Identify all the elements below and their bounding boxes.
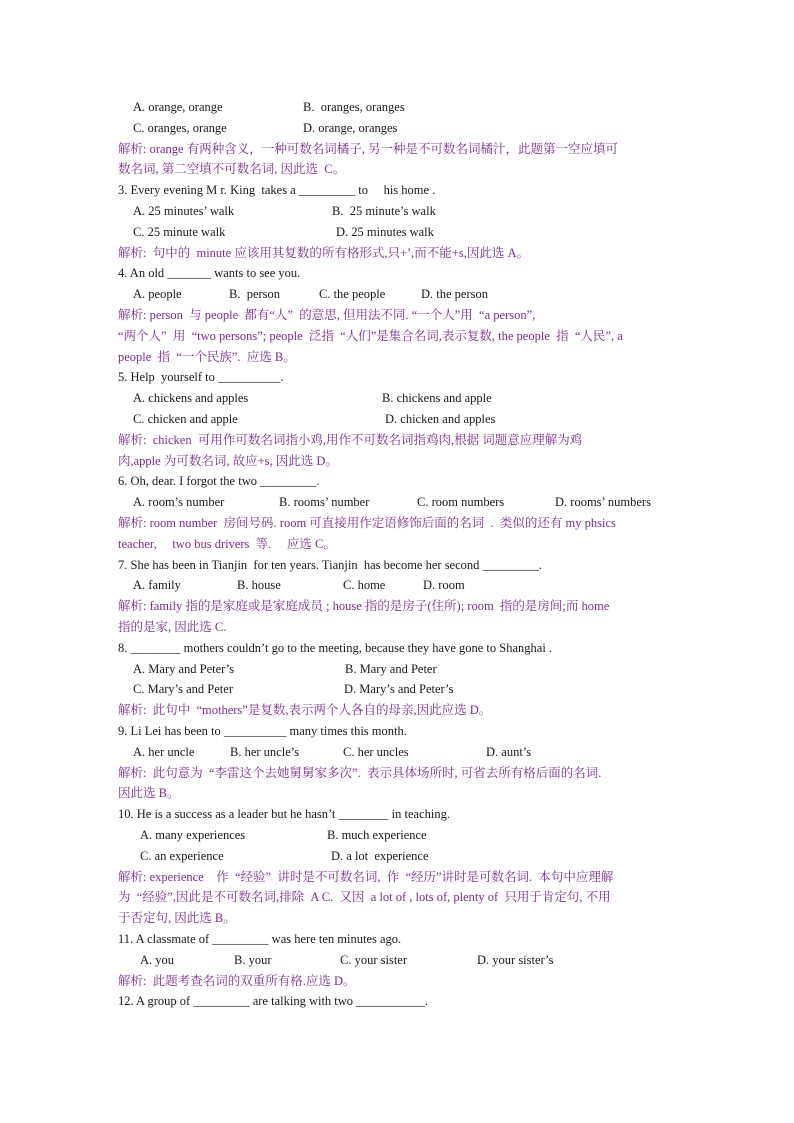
- answer-option: D. rooms’ numbers: [555, 495, 651, 510]
- options-row: [133, 222, 698, 243]
- answer-option: D. a lot experience: [331, 848, 429, 863]
- answer-option: C. the people: [319, 287, 386, 302]
- options-row: [133, 742, 698, 763]
- answer-option: D. 25 minutes walk: [336, 224, 434, 239]
- analysis-line: 解析: 此句意为 “李雷这个去她舅舅家多次”. 表示具体场所时, 可省去所有格后面的名词.: [118, 765, 602, 780]
- analysis-line: 解析: 此题考查名词的双重所有格.应选 D。: [118, 973, 356, 988]
- analysis-line: 肉,apple 为可数名词, 故应+s, 因此选 D。: [118, 453, 338, 468]
- question-line: 6. Oh, dear. I forgot the two _________.: [118, 474, 320, 489]
- analysis-line: 解析: 此句中 “mothers”是复数,表示两个人各自的母亲,因此应选 D。: [118, 703, 492, 718]
- analysis-line: teacher, two bus drivers 等. 应选 C。: [118, 536, 336, 551]
- question-line: 4. An old _______ wants to see you.: [118, 266, 301, 281]
- question-line: 12. A group of _________ are talking with two ___________.: [118, 994, 429, 1009]
- question-line: 10. He is a success as a leader but he hasn’t ________ in teaching.: [118, 807, 450, 822]
- answer-option: D. orange, oranges: [303, 120, 398, 135]
- answer-option: B. 25 minute’s walk: [332, 204, 436, 218]
- options-row: [140, 950, 705, 971]
- options-row: [133, 284, 698, 305]
- question-line: 7. She has been in Tianjin for ten years. Tianjin has become her second _________.: [118, 557, 542, 572]
- question-line: 9. Li Lei has been to __________ many times this month.: [118, 724, 407, 738]
- answer-option: C. chicken and apple: [133, 412, 238, 426]
- analysis-line: 解析: experience 作 “经验” 讲时是不可数名词, 作 “经历”讲时是可数名词. 本句中应理解: [118, 869, 614, 884]
- answer-option: B. chickens and apple: [382, 391, 492, 406]
- answer-option: D. Mary’s and Peter’s: [344, 682, 454, 697]
- options-row: [133, 97, 698, 118]
- answer-option: A. people: [133, 287, 182, 302]
- analysis-line: 因此选 B。: [118, 786, 180, 801]
- question-line: 3. Every evening M r. King takes a _________ to his home .: [118, 183, 436, 198]
- answer-option: C. her uncles: [343, 744, 409, 759]
- question-line: 8. ________ mothers couldn’t go to the meeting, because they have gone to Shanghai .: [118, 640, 553, 655]
- answer-option: B. your: [234, 952, 272, 967]
- answer-option: D. chicken and apples: [385, 412, 496, 426]
- answer-option: A. her uncle: [133, 744, 195, 759]
- answer-option: B. oranges, oranges: [303, 100, 405, 114]
- options-row: [133, 409, 698, 430]
- answer-option: A. orange, orange: [133, 100, 223, 114]
- question-line: 5. Help yourself to __________.: [118, 370, 284, 385]
- answer-option: B. her uncle’s: [230, 744, 300, 759]
- analysis-line: 解析: 句中的 minute 应该用其复数的所有格形式,只+’,而不能+s,因此选 A。: [118, 245, 529, 260]
- analysis-line: 解析: family 指的是家庭或是家庭成员 ; house 指的是房子(住所); room 指的是房间;而 home: [118, 599, 610, 614]
- answer-option: C. Mary’s and Peter: [133, 682, 233, 697]
- options-row: [133, 388, 698, 409]
- analysis-line: 解析: chicken 可用作可数名词指小鸡,用作不可数名词指鸡肉,根据 词题意应理解为鸡: [118, 432, 583, 447]
- answer-option: B. much experience: [327, 828, 427, 842]
- answer-option: B. person: [229, 287, 281, 302]
- answer-option: C. an experience: [140, 848, 224, 863]
- answer-option: C. oranges, orange: [133, 120, 227, 135]
- answer-option: D. the person: [421, 287, 488, 302]
- answer-option: A. Mary and Peter’s: [133, 661, 235, 676]
- answer-option: A. family: [133, 578, 181, 593]
- options-row: [133, 492, 698, 513]
- analysis-line: 于否定句, 因此选 B。: [118, 911, 236, 926]
- answer-option: D. your sister’s: [477, 952, 554, 967]
- answer-option: A. many experiences: [140, 828, 246, 842]
- answer-option: A. room’s number: [133, 495, 225, 510]
- answer-option: D. room: [423, 578, 465, 593]
- options-row: [133, 118, 698, 139]
- analysis-line: 数名词, 第二空填不可数名词, 因此选 C。: [118, 162, 346, 177]
- answer-option: A. chickens and apples: [133, 391, 249, 406]
- options-row: [140, 846, 705, 867]
- analysis-line: 解析: orange 有两种含义，一种可数名词橘子, 另一种是不可数名词橘汁，此题第一空应填可: [118, 141, 618, 156]
- analysis-line: 解析: room number 房间号码. room 可直接用作定语修饰后面的名词 . 类似的还有 my phsics: [118, 516, 616, 530]
- answer-option: C. your sister: [340, 952, 408, 967]
- answer-option: B. Mary and Peter: [345, 661, 437, 676]
- analysis-line: 指的是家, 因此选 C.: [118, 620, 227, 634]
- answer-option: D. aunt’s: [486, 744, 532, 759]
- analysis-line: “两个人” 用 “two persons”; people 泛指 “人们”是集合名词,表示复数, the people 指 “人民”, a: [118, 328, 623, 343]
- options-row: [140, 825, 705, 846]
- answer-option: B. rooms’ number: [279, 495, 370, 510]
- answer-option: C. 25 minute walk: [133, 224, 226, 239]
- options-row: [133, 679, 698, 700]
- analysis-line: 解析: person 与 people 都有“人” 的意思, 但用法不同. “一个人”用 “a person”,: [118, 308, 536, 322]
- answer-option: B. house: [237, 578, 281, 593]
- answer-option: C. home: [343, 578, 386, 593]
- options-row: [133, 659, 698, 680]
- answer-option: A. you: [140, 952, 175, 967]
- answer-option: C. room numbers: [417, 495, 505, 510]
- answer-option: A. 25 minutes’ walk: [133, 204, 235, 218]
- analysis-line: 为 “经验”,因此是不可数名词,排除 A C. 又因 a lot of , lots of, plenty of 只用于肯定句, 不用: [118, 890, 611, 905]
- options-row: [133, 575, 698, 596]
- options-row: [133, 201, 698, 222]
- question-line: 11. A classmate of _________ was here ten minutes ago.: [118, 932, 402, 946]
- analysis-line: people 指 “一个民族”. 应选 B。: [118, 349, 296, 364]
